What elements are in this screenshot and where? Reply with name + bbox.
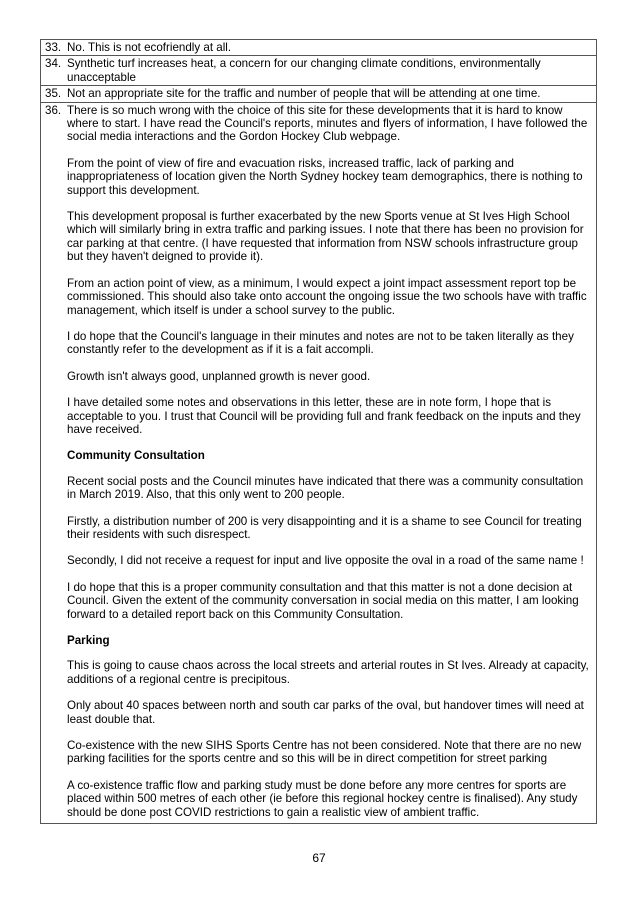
item-number: 36.	[45, 103, 62, 117]
paragraph: I have detailed some notes and observations in this letter, these are in note form, I hope that is acceptable to you. I trust that Council will be providing full and frank feedback on the inputs and they have received.	[67, 396, 581, 436]
item-number: 34.	[45, 57, 62, 71]
paragraph: From an action point of view, as a minimum, I would expect a joint impact assessment report top be commissioned. This should also take onto account the ongoing issue the two schools have with traffic management, which itself is under a school survey to the public.	[67, 276, 587, 317]
paragraph: A co-existence traffic flow and parking study must be done before any more centres for sports are placed within 500 metres of each other (ie before this regional hockey centre is finalised). Any study should be done post COVID restrictions to gain a realistic view of ambient traffic.	[67, 778, 578, 819]
page-number: 67	[312, 851, 326, 865]
paragraph: Firstly, a distribution number of 200 is very disappointing and it is a shame to see Council for treating their residents with such disrespect.	[67, 514, 582, 541]
table-row	[41, 86, 597, 102]
item-text: Not an appropriate site for the traffic and number of people that will be attending at one time.	[67, 87, 541, 101]
paragraph: Growth isn't always good, unplanned growth is never good.	[67, 369, 371, 383]
paragraph: Secondly, I did not receive a request for input and live opposite the oval in a road of the same name !	[67, 554, 584, 568]
table-row	[41, 56, 597, 86]
item-text: No. This is not ecofriendly at all.	[67, 41, 232, 54]
table-row	[41, 40, 597, 56]
submission-table	[40, 39, 597, 824]
document-page	[40, 39, 597, 824]
paragraph: I do hope that this is a proper community consultation and that this matter is not a done decision at Council. Given the extent of the community conversation in social media on this matter, I am looking forward to a detailed report back on this Community Consultation.	[67, 580, 579, 621]
item-text: Synthetic turf increases heat, a concern for our changing climate conditions, environmentally unacceptable	[67, 57, 541, 84]
table-row	[41, 102, 597, 823]
section-heading: Parking	[67, 634, 110, 647]
paragraph: I do hope that the Council's language in their minutes and notes are not to be taken literally as they constantly refer to the development as if it is a fait accompli.	[67, 329, 574, 357]
paragraph: This is going to cause chaos across the local streets and arterial routes in St Ives. Already at capacity, additions of a regional centre is precipitous.	[67, 659, 589, 686]
paragraph: This development proposal is further exacerbated by the new Sports venue at St Ives High School which will similarly bring in extra traffic and parking issues. I note that there has been no provision for car parking at that centre. (I have requested that information from NSW schools infrastructure group but they haven't deigned to provide it).	[67, 210, 584, 264]
paragraph: From the point of view of fire and evacuation risks, increased traffic, lack of parking and inappropriateness of location given the North Sydney hockey team demographics, there is nothing to support this development.	[67, 156, 583, 197]
section-heading: Community Consultation	[67, 449, 205, 463]
item-number: 35.	[45, 87, 62, 101]
paragraph: Only about 40 spaces between north and south car parks of the oval, but handover times will need at least double that.	[67, 699, 584, 726]
item-text: There is so much wrong with the choice of this site for these developments that it is hard to know where to start. I have read the Council's reports, minutes and flyers of information, I have followed the social media interactions and the Gordon Hockey Club webpage.	[67, 103, 588, 144]
paragraph: Co-existence with the new SIHS Sports Centre has not been considered. Note that there are no new parking facilities for the sports centre and so this will be in direct competition for street parking	[67, 739, 582, 766]
item-number: 33.	[45, 41, 62, 54]
paragraph: Recent social posts and the Council minutes have indicated that there was a community consultation in March 2019. Also, that this only went to 200 people.	[67, 474, 584, 502]
